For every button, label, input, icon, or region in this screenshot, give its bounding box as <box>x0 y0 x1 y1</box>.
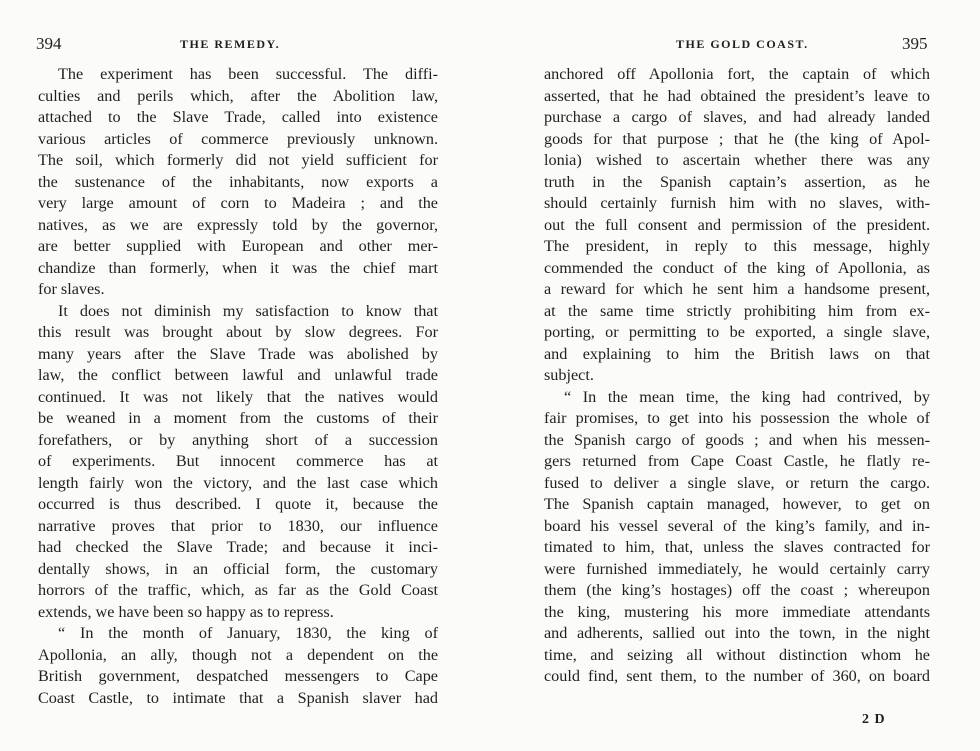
text-line: chandize than formerly, when it was the chief mart <box>38 258 438 277</box>
text-line: could find, sent them, to the number of 360, on board <box>544 667 930 685</box>
text-line: dentally shows, in an official form, the customary <box>38 559 438 578</box>
text-line: horrors of the traffic, which, as far as the Gold Coast <box>38 581 438 599</box>
text-line: truth in the Spanish captain’s assertion, as he <box>544 172 930 191</box>
text-line: porting, or permitting to be exported, a single slave, <box>544 323 930 341</box>
text-line: attached to the Slave Trade, called into existence <box>38 108 438 126</box>
text-line: occurred is thus described. I quote it, because the <box>38 495 438 513</box>
text-line: had checked the Slave Trade; and because it inci- <box>38 538 438 556</box>
right-running-head: THE GOLD COAST. <box>676 37 809 51</box>
text-line: “ In the month of January, 1830, the king of <box>58 624 438 642</box>
text-line: a reward for which he sent him a handsome present, <box>544 280 930 298</box>
text-line: narrative proves that prior to 1830, our influence <box>38 516 438 535</box>
text-line: various articles of commerce previously unknown. <box>38 129 438 148</box>
text-line: anchored off Apollonia fort, the captain of which <box>544 65 930 83</box>
text-line: extends, we have been so happy as to repress. <box>38 602 334 621</box>
text-line: time, and seizing all without distinction whom he <box>544 645 930 664</box>
text-line: The soil, which formerly did not yield sufficient for <box>38 151 438 169</box>
right-body-text <box>544 64 930 688</box>
text-line: of experiments. But innocent commerce has at <box>38 452 438 470</box>
signature-mark: 2 D <box>862 712 886 727</box>
text-line: should certainly furnish him with no slaves, with- <box>544 194 930 212</box>
text-line: The president, in reply to this message, highly <box>544 237 930 255</box>
text-line: were furnished immediately, he would certainly carry <box>544 559 930 578</box>
text-line: culties and perils which, after the Abolition law, <box>38 86 438 105</box>
text-line: very large amount of corn to Madeira ; and the <box>38 194 438 212</box>
text-line: and adherents, sallied out into the town, in the night <box>544 624 930 642</box>
text-line: many years after the Slave Trade was abolished by <box>38 344 438 363</box>
text-line: lonia) wished to ascertain whether there was any <box>544 151 930 169</box>
left-body-text <box>38 64 438 709</box>
text-line: the king, mustering his more immediate attendants <box>544 602 930 621</box>
text-line: them (the king’s hostages) off the coast ; whereupon <box>544 581 930 599</box>
text-line: be weaned in a moment from the customs of their <box>38 409 438 427</box>
left-running-head: THE REMEDY. <box>180 37 281 51</box>
text-line: this result was brought about by slow degrees. For <box>38 323 438 341</box>
text-line: and explaining to him the British laws on that <box>544 344 930 363</box>
text-line: out the full consent and permission of the president. <box>544 215 930 234</box>
text-line: continued. It was not likely that the natives would <box>38 387 438 406</box>
text-line: fair promises, to get into his possession the whole of <box>544 409 930 427</box>
text-line: “ In the mean time, the king had contrived, by <box>564 387 930 406</box>
right-page-number: 395 <box>902 34 928 53</box>
text-line: fused to deliver a single slave, or return the cargo. <box>544 473 930 492</box>
text-line: natives, as we are expressly told by the governor, <box>38 215 438 234</box>
text-line: commended the conduct of the king of Apollonia, as <box>544 258 930 277</box>
text-line: asserted, that he had obtained the president’s leave to <box>544 86 930 105</box>
text-line: for slaves. <box>38 280 105 298</box>
text-line: Coast Castle, to intimate that a Spanish slaver had <box>38 688 438 707</box>
text-line: are better supplied with European and other mer- <box>38 237 438 255</box>
text-line: subject. <box>544 366 594 384</box>
text-line: the Spanish cargo of goods ; and when his messen- <box>544 430 930 449</box>
text-line: Apollonia, an ally, though not a dependent on the <box>38 645 438 664</box>
text-line: The experiment has been successful. The diffi- <box>58 65 438 83</box>
text-line: board his vessel several of the king’s family, and in- <box>544 516 930 535</box>
text-line: the sustenance of the inhabitants, now exports a <box>38 172 438 191</box>
left-page-number: 394 <box>36 34 62 53</box>
text-line: forefathers, or by anything short of a succession <box>38 430 438 449</box>
text-line: It does not diminish my satisfaction to know that <box>58 301 438 320</box>
text-line: at the same time strictly prohibiting him from ex- <box>544 301 930 320</box>
text-line: law, the conflict between lawful and unlawful trade <box>38 366 438 384</box>
right-page <box>490 0 980 751</box>
text-line: gers returned from Cape Coast Castle, he flatly re- <box>544 452 930 470</box>
text-line: length fairly won the victory, and the last case which <box>38 473 438 492</box>
text-line: The Spanish captain managed, however, to get on <box>544 495 930 513</box>
text-line: timated to him, that, unless the slaves contracted for <box>544 538 930 556</box>
text-line: British government, despatched messengers to Cape <box>38 667 438 685</box>
text-line: goods for that purpose ; that he (the king of Apol- <box>544 129 930 148</box>
text-line: purchase a cargo of slaves, and had already landed <box>544 108 930 126</box>
